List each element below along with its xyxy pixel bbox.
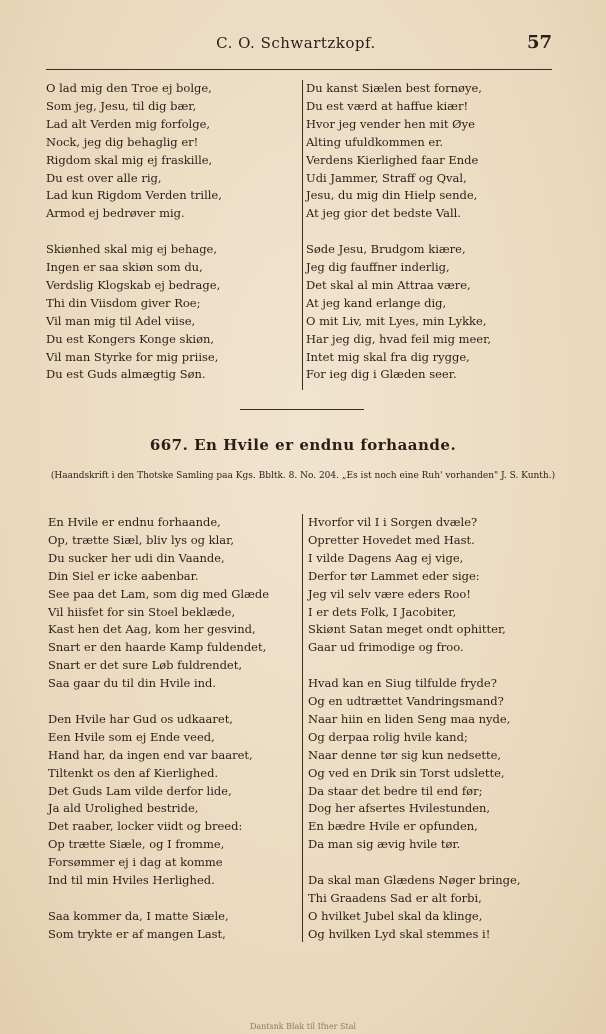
verse-line: Kast hen det Aag, kom her gesvind, bbox=[48, 622, 256, 637]
stanza-break bbox=[308, 854, 521, 872]
column-divider-bottom bbox=[302, 514, 303, 942]
stanza-break bbox=[48, 890, 269, 908]
verse-line: For ieg dig i Glæden seer. bbox=[306, 367, 457, 382]
verse-line: Rigdom skal mig ej fraskille, bbox=[46, 152, 213, 167]
verse-line: Skiønt Satan meget ondt ophitter, bbox=[308, 622, 506, 637]
verse-line: Saa gaar du til din Hvile ind. bbox=[48, 676, 217, 691]
verse-line: O hvilket Jubel skal da klinge, bbox=[308, 908, 483, 923]
verse-line: Det Guds Lam vilde derfor lide, bbox=[48, 783, 232, 798]
verse-line: Du est over alle rig, bbox=[46, 170, 162, 185]
page-number: 57 bbox=[526, 32, 552, 53]
verse-line: Ind til min Hviles Herlighed. bbox=[48, 873, 215, 888]
verse-line: Og derpaa rolig hvile kand; bbox=[308, 729, 468, 744]
verse-line: Vil man Styrke for mig priise, bbox=[46, 349, 219, 364]
verse-line: Dog her afsertes Hvilestunden, bbox=[308, 801, 491, 816]
column-divider-top bbox=[302, 80, 303, 390]
verse-line: Forsømmer ej i dag at komme bbox=[48, 855, 223, 870]
verse-line: Du est Kongers Konge skiøn, bbox=[46, 331, 215, 346]
verse-line: Du est Guds almægtig Søn. bbox=[46, 367, 206, 382]
verse-line: Op trætte Siæle, og I fromme, bbox=[48, 837, 225, 852]
verse-line: O mit Liv, mit Lyes, min Lykke, bbox=[306, 313, 487, 328]
verse-line: Hvad kan en Siug tilfulde frydе? bbox=[308, 676, 497, 691]
verse-line: Du sucker her udi din Vaande, bbox=[48, 550, 225, 565]
verse-line: En bædre Hvile er opfunden, bbox=[308, 819, 478, 834]
verse-line: Har jeg dig, hvad feil mig meer, bbox=[306, 331, 491, 346]
footer-signature: Dantsnk Blak til Ifner Stal bbox=[249, 1022, 357, 1031]
verse-line: Da man sig ævig hvile tør. bbox=[308, 837, 461, 852]
verse-column-top-left bbox=[46, 80, 222, 384]
running-header bbox=[40, 34, 552, 56]
verse-line: O lad mig den Troe ej bolge, bbox=[46, 81, 212, 95]
verse-line: Og ved en Drik sin Torst udslette, bbox=[308, 765, 505, 780]
verse-line: Din Siel er icke aabenbar. bbox=[48, 568, 199, 583]
verse-line: Lad kun Rigdom Verden trille, bbox=[46, 188, 222, 203]
verse-line: Snart er det sure Løb fuldrendet, bbox=[48, 658, 243, 673]
verse-line: Da skal man Glædens Nøger bringe, bbox=[308, 873, 521, 888]
verse-line: Thi din Viisdom giver Roe; bbox=[46, 295, 201, 310]
verse-line: Da staar det bedre til end før; bbox=[308, 783, 483, 798]
verse-line: Ja ald Urolighed bestride, bbox=[48, 801, 199, 816]
verse-line: At jeg gior det bedste Vall. bbox=[306, 206, 461, 221]
verse-line: Jeg dig fauffner inderlig, bbox=[306, 260, 450, 275]
verse-line: Jesu, du mig din Hielp sende, bbox=[306, 188, 478, 203]
verse-column-bottom-right bbox=[308, 514, 521, 944]
verse-line: Og en udtrættet Vandringsmand? bbox=[308, 694, 504, 709]
verse-column-bottom-left bbox=[48, 514, 269, 944]
verse-line: Verdslig Klogskab ej bedrage, bbox=[46, 277, 221, 292]
verse-line: Udi Jammer, Straff og Qval, bbox=[306, 170, 467, 185]
verse-line: I vilde Dagens Aag ej vige, bbox=[308, 550, 464, 565]
verse-line: Som trykte er af mangen Last, bbox=[48, 926, 226, 941]
verse-line: Du est værd at haffue kiær! bbox=[306, 98, 469, 113]
verse-line: Opretter Hovedet med Hast. bbox=[308, 532, 475, 547]
verse-line: Ingen er saa skiøn som du, bbox=[46, 260, 203, 275]
hymn-title: 667. En Hvile er endnu forhaande. bbox=[149, 436, 457, 454]
verse-line: Verdens Kierlighed faar Ende bbox=[306, 152, 479, 167]
verse-line: Det skal al min Attraa være, bbox=[306, 277, 471, 292]
verse-line: At jeg kand erlange dig, bbox=[306, 295, 447, 310]
hymn-source-note: (Haandskrift i den Thotske Samling paa Kgs. Bbltk. 8. No. 204. „Es ist noch eine Ruh' vorhanden" J. S. Kunth.) bbox=[50, 471, 556, 481]
verse-line: Den Hvile har Gud os udkaaret, bbox=[48, 711, 233, 726]
verse-line: Thi Graadens Sad er alt forbi, bbox=[308, 891, 482, 905]
verse-line: Hvorfor vil I i Sorgen dvæle? bbox=[308, 515, 478, 529]
verse-line: Tiltenkt os den af Kierlighed. bbox=[48, 765, 219, 780]
verse-line: Som jeg, Jesu, til dig bær, bbox=[46, 98, 197, 113]
stanza-break bbox=[306, 223, 491, 241]
verse-line: Een Hvile som ej Ende veed, bbox=[48, 729, 215, 744]
running-title: C. O. Schwartzkopf. bbox=[216, 34, 376, 52]
verse-line: Det raaber, locker viidt og breed: bbox=[48, 819, 243, 834]
verse-line: Armod ej bedrøver mig. bbox=[46, 206, 185, 221]
verse-column-top-right bbox=[306, 80, 491, 384]
verse-line: Alting ufuldkommen er. bbox=[306, 134, 444, 149]
verse-line: Nock, jeg dig behaglig er! bbox=[46, 134, 199, 149]
verse-line: En Hvile er endnu forhaande, bbox=[48, 515, 221, 529]
verse-line: Skiønhed skal mig ej behage, bbox=[46, 242, 218, 257]
verse-line: Snart er den haarde Kamp fuldendet, bbox=[48, 640, 267, 655]
verse-line: Hand har, da ingen end var baaret, bbox=[48, 747, 253, 762]
verse-line: Vil man mig til Adel viise, bbox=[46, 313, 196, 328]
verse-line: Og hvilken Lyd skal stemmes i! bbox=[308, 926, 491, 941]
verse-line: See paa det Lam, som dig med Glæde bbox=[48, 586, 270, 601]
verse-line: Naar hiin en liden Seng maa nyde, bbox=[308, 711, 511, 726]
verse-line: Saa kommer da, I matte Siæle, bbox=[48, 908, 229, 923]
verse-line: Naar denne tør sig kun nedsette, bbox=[308, 747, 502, 762]
verse-line: I er dets Folk, I Jacobiter, bbox=[308, 604, 457, 619]
verse-line: Gaar ud frimodige og froo. bbox=[308, 640, 464, 655]
stanza-break bbox=[46, 223, 222, 241]
section-separator bbox=[240, 409, 364, 410]
stanza-break bbox=[308, 657, 521, 675]
verse-line: Op, trætte Siæl, bliv lys og klar, bbox=[48, 532, 235, 547]
verse-line: Du kanst Siælen best fornøye, bbox=[306, 81, 482, 95]
verse-line: Jeg vil selv være eders Roo! bbox=[308, 586, 471, 601]
verse-line: Derfor tør Lammet eder sige: bbox=[308, 568, 480, 583]
verse-line: Søde Jesu, Brudgom kiære, bbox=[306, 242, 466, 257]
stanza-break bbox=[48, 693, 269, 711]
verse-line: Vil hiisfet for sin Stoel beklæde, bbox=[48, 604, 236, 619]
verse-line: Hvor jeg vender hen mit Øye bbox=[306, 116, 475, 131]
header-rule bbox=[46, 69, 552, 70]
verse-line: Lad alt Verden mig forfolge, bbox=[46, 116, 211, 131]
verse-line: Intet mig skal fra dig rygge, bbox=[306, 349, 470, 364]
